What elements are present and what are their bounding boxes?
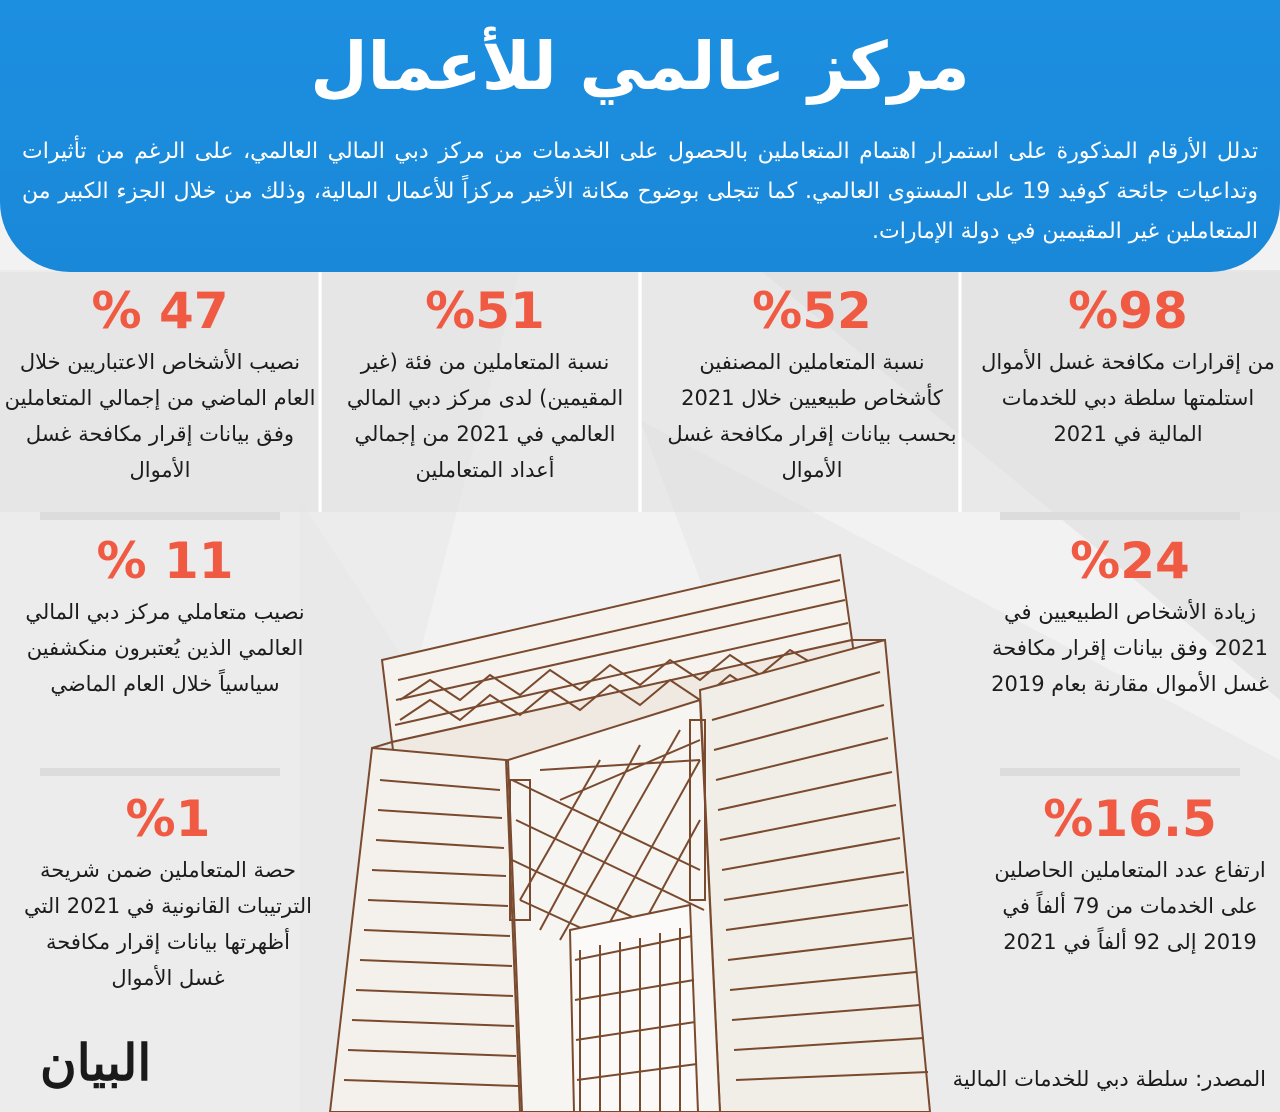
- page-title: مركز عالمي للأعمال: [310, 28, 970, 105]
- header-banner: [0, 0, 1280, 272]
- stat-value: % 47: [91, 282, 229, 340]
- stat-value: %52: [752, 282, 872, 340]
- stat-card-24: [984, 532, 1276, 702]
- stat-card-98: [980, 282, 1276, 452]
- intro-paragraph: تدلل الأرقام المذكورة على استمرار اهتمام المتعاملين بالحصول على الخدمات من مركز دبي المالي العالمي، على الرغم من تأثيرات وتداعيات جائحة كوفيد 19 على المستوى العالمي. كما تتجلى بوضوح مكانة الأخير مركزاً للأعمال المالية، وذلك من خلال الجزء الكبير من المتعاملين غير المقيمين في دولة الإمارات.: [22, 139, 1258, 244]
- stat-card-52: [664, 282, 960, 488]
- stat-value: %98: [1068, 282, 1188, 340]
- source-note: المصدر: سلطة دبي للخدمات المالية: [952, 1067, 1266, 1091]
- stat-card-11: [20, 532, 310, 702]
- stat-value: %16.5: [1043, 790, 1217, 848]
- stat-card-47: [4, 282, 316, 488]
- stat-description: نصيب الأشخاص الاعتباريين خلال العام الماضي من إجمالي المتعاملين وفق بيانات إقرار مكافحة غسل الأموال: [4, 350, 316, 482]
- stat-value: %1: [125, 790, 211, 848]
- stat-description: ارتفاع عدد المتعاملين الحاصلين على الخدمات من 79 ألفاً في 2019 إلى 92 ألفاً في 2021: [994, 858, 1266, 954]
- stat-description: من إقرارات مكافحة غسل الأموال استلمتها سلطة دبي للخدمات المالية في 2021: [981, 350, 1275, 446]
- stat-value: %51: [425, 282, 545, 340]
- stat-description: نسبة المتعاملين من فئة (غير المقيمين) لدى مركز دبي المالي العالمي في 2021 من إجمالي أعداد المتعاملين: [346, 350, 624, 482]
- stat-description: نسبة المتعاملين المصنفين كأشخاص طبيعيين خلال 2021 بحسب بيانات إقرار مكافحة غسل الأموال: [667, 350, 957, 482]
- stat-description: حصة المتعاملين ضمن شريحة الترتيبات القانونية في 2021 التي أظهرتها بيانات إقرار مكافحة غسل الأموال: [23, 858, 312, 990]
- stat-description: نصيب متعاملي مركز دبي المالي العالمي الذين يُعتبرون منكشفين سياسياً خلال العام الماضي: [25, 600, 305, 696]
- stat-description: زيادة الأشخاص الطبيعيين في 2021 وفق بيانات إقرار مكافحة غسل الأموال مقارنة بعام 2019: [991, 600, 1269, 696]
- stat-card-1: [20, 790, 316, 996]
- stat-card-16-5: [984, 790, 1276, 960]
- stat-value: % 11: [96, 532, 234, 590]
- albayan-logo: البيان: [40, 1033, 152, 1092]
- stat-value: %24: [1070, 532, 1190, 590]
- stat-card-51: [334, 282, 636, 488]
